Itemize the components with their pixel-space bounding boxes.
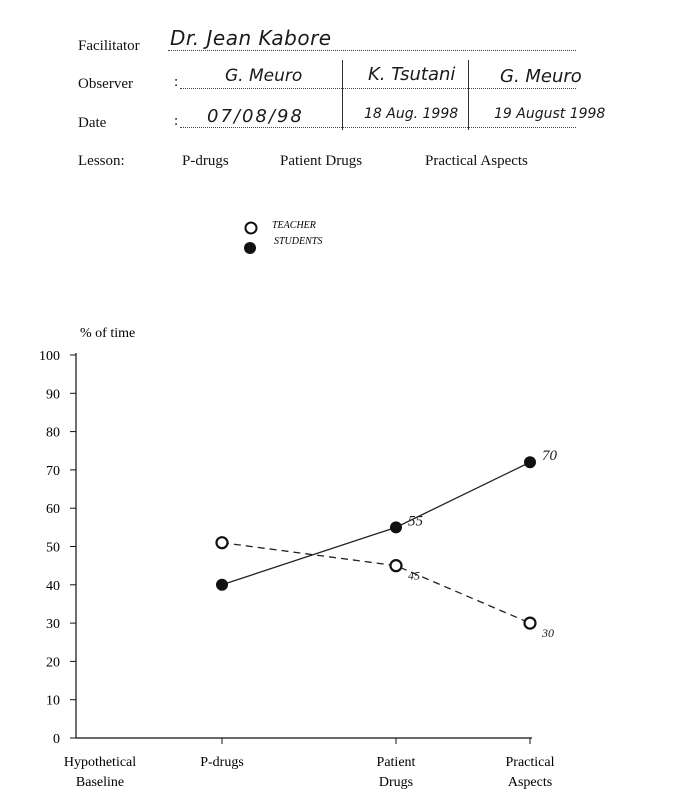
x-tick-label-line2: Aspects: [507, 775, 553, 790]
y-axis-label: % of time: [80, 326, 136, 341]
observer-1: G. Meuro: [225, 66, 303, 86]
legend-students-label: STUDENTS: [274, 236, 323, 247]
data-point-teacher: [391, 560, 402, 571]
x-tick-label-line2: Baseline: [75, 775, 125, 790]
x-tick-label: Practical: [505, 755, 555, 770]
lesson-1: P-drugs: [182, 153, 229, 169]
observer-3: G. Meuro: [500, 66, 582, 87]
lesson-3: Practical Aspects: [425, 153, 528, 169]
observer-2: K. Tsutani: [368, 64, 456, 85]
facilitator-value: Dr. Jean Kabore: [170, 26, 332, 50]
data-point-teacher: [217, 537, 228, 548]
data-point-teacher: [525, 618, 536, 629]
observer-line: [180, 88, 576, 89]
data-label-teacher: 30: [542, 626, 554, 641]
data-label-teacher: 45: [408, 568, 420, 583]
y-tick-label: 40: [46, 578, 60, 594]
series-line-teacher: [222, 543, 530, 623]
data-point-students: [525, 457, 536, 468]
lesson-label: Lesson:: [78, 153, 125, 169]
legend-teacher-label: TEACHER: [272, 220, 316, 231]
y-tick-label: 70: [46, 463, 60, 479]
date-2: 18 Aug. 1998: [364, 106, 459, 122]
y-tick-label: 10: [46, 693, 60, 709]
data-point-students: [217, 579, 228, 590]
y-tick-label: 50: [46, 540, 60, 556]
date-3: 19 August 1998: [494, 106, 606, 122]
legend-teacher-marker: [246, 223, 257, 234]
y-tick-label: 30: [46, 617, 60, 633]
legend-students-marker: [244, 242, 256, 254]
date-colon: :: [174, 113, 179, 129]
x-tick-label: Patient: [376, 755, 416, 770]
y-tick-label: 100: [39, 349, 60, 364]
lesson-2: Patient Drugs: [280, 153, 363, 169]
observer-label: Observer: [78, 76, 133, 92]
series-line-students: [222, 462, 530, 585]
date-line: [180, 127, 576, 128]
x-tick-label: Hypothetical: [63, 755, 137, 770]
date-1: 07/08/98: [207, 106, 304, 127]
date-label: Date: [78, 115, 107, 131]
x-tick-label: P-drugs: [200, 755, 244, 770]
facilitator-line: [168, 50, 576, 51]
facilitator-label: Facilitator: [78, 38, 140, 54]
legend: [236, 208, 366, 258]
y-tick-label: 90: [46, 387, 60, 403]
data-point-students: [391, 522, 402, 533]
data-label-students: 55: [408, 513, 423, 530]
y-tick-label: 0: [53, 732, 60, 747]
y-tick-label: 60: [46, 502, 60, 518]
column-divider-1: [342, 60, 343, 130]
x-tick-label-line2: Drugs: [378, 775, 414, 790]
observer-colon: :: [174, 74, 179, 90]
y-tick-label: 20: [46, 655, 60, 671]
chart: [0, 300, 673, 812]
data-label-students: 70: [542, 448, 557, 465]
column-divider-2: [468, 60, 469, 130]
y-tick-label: 80: [46, 425, 60, 441]
